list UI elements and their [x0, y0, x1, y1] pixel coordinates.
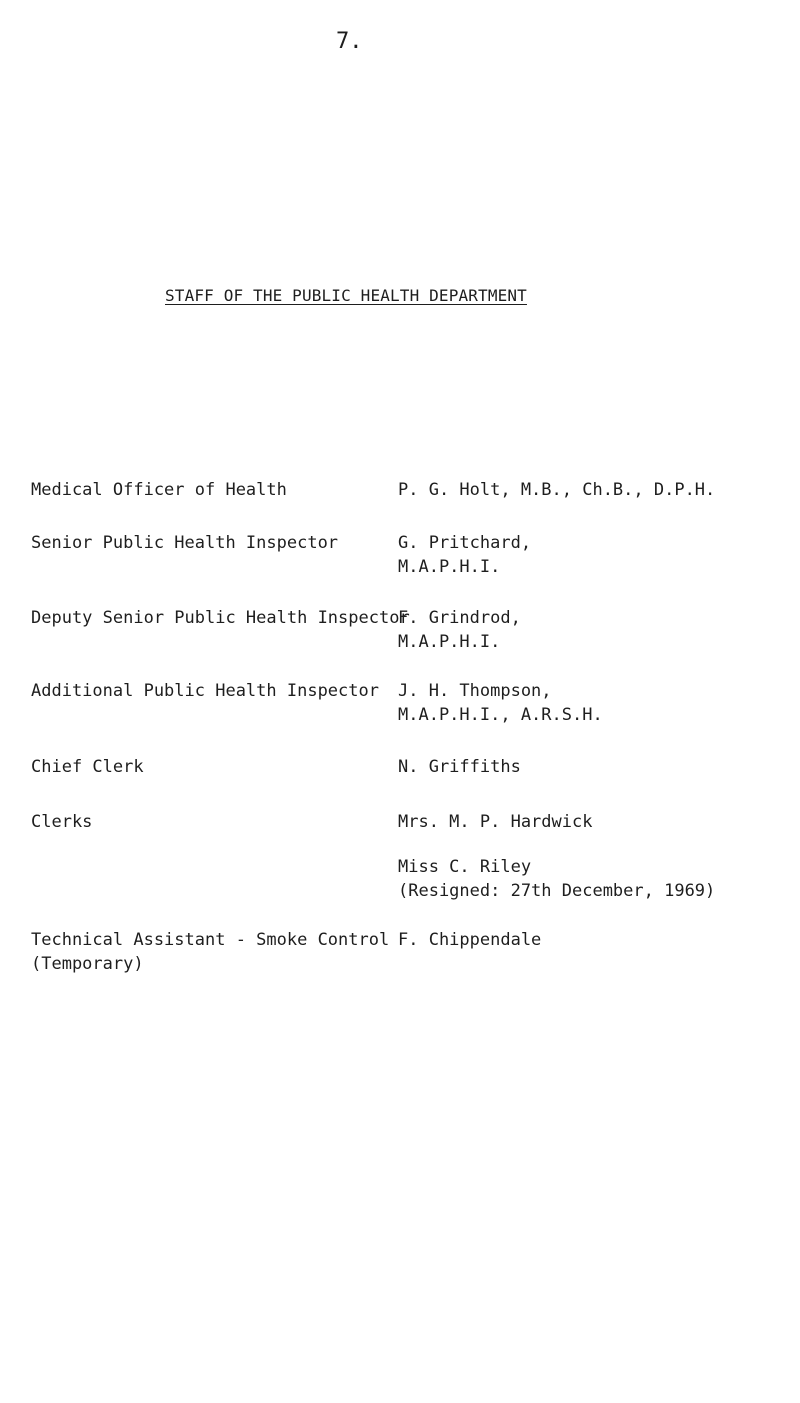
- page-title: STAFF OF THE PUBLIC HEALTH DEPARTMENT: [165, 286, 527, 305]
- name-qualification: M.A.P.H.I.: [398, 632, 501, 652]
- name-line: F. Grindrod,: [398, 608, 521, 628]
- role-clerks: [31, 810, 92, 834]
- role-line-temporary: (Temporary): [31, 954, 144, 974]
- name-clerk-hardwick: [398, 810, 592, 834]
- role-line: Clerks: [31, 812, 93, 832]
- name-note: (Resigned: 27th December, 1969): [398, 881, 716, 901]
- role-line: Additional Public Health Inspector: [31, 681, 379, 701]
- role-senior-inspector: [31, 531, 338, 555]
- role-line: Chief Clerk: [31, 757, 144, 777]
- name-deputy-senior-inspector: [398, 606, 521, 654]
- name-additional-inspector: [398, 679, 603, 727]
- name-clerk-riley: [398, 855, 715, 903]
- name-medical-officer: [398, 478, 715, 502]
- name-line: Mrs. M. P. Hardwick: [398, 812, 593, 832]
- name-line: G. Pritchard,: [398, 533, 532, 553]
- name-senior-inspector: [398, 531, 531, 579]
- name-line: P. G. Holt, M.B., Ch.B., D.P.H.: [398, 480, 716, 500]
- role-line: Senior Public Health Inspector: [31, 533, 339, 553]
- role-deputy-senior-inspector: [31, 606, 410, 630]
- role-additional-inspector: [31, 679, 379, 703]
- name-technical-assistant: [398, 928, 541, 952]
- name-line: J. H. Thompson,: [398, 681, 552, 701]
- page-number: 7.: [336, 29, 363, 54]
- role-line: Technical Assistant - Smoke Control: [31, 930, 390, 950]
- role-technical-assistant: [31, 928, 389, 976]
- role-chief-clerk: [31, 755, 144, 779]
- name-qualification: M.A.P.H.I., A.R.S.H.: [398, 705, 603, 725]
- role-medical-officer: [31, 478, 287, 502]
- role-line: Deputy Senior Public Health Inspector: [31, 608, 410, 628]
- name-line: N. Griffiths: [398, 757, 521, 777]
- name-qualification: M.A.P.H.I.: [398, 557, 501, 577]
- name-chief-clerk: [398, 755, 521, 779]
- name-line: Miss C. Riley: [398, 857, 532, 877]
- role-line: Medical Officer of Health: [31, 480, 287, 500]
- name-line: F. Chippendale: [398, 930, 542, 950]
